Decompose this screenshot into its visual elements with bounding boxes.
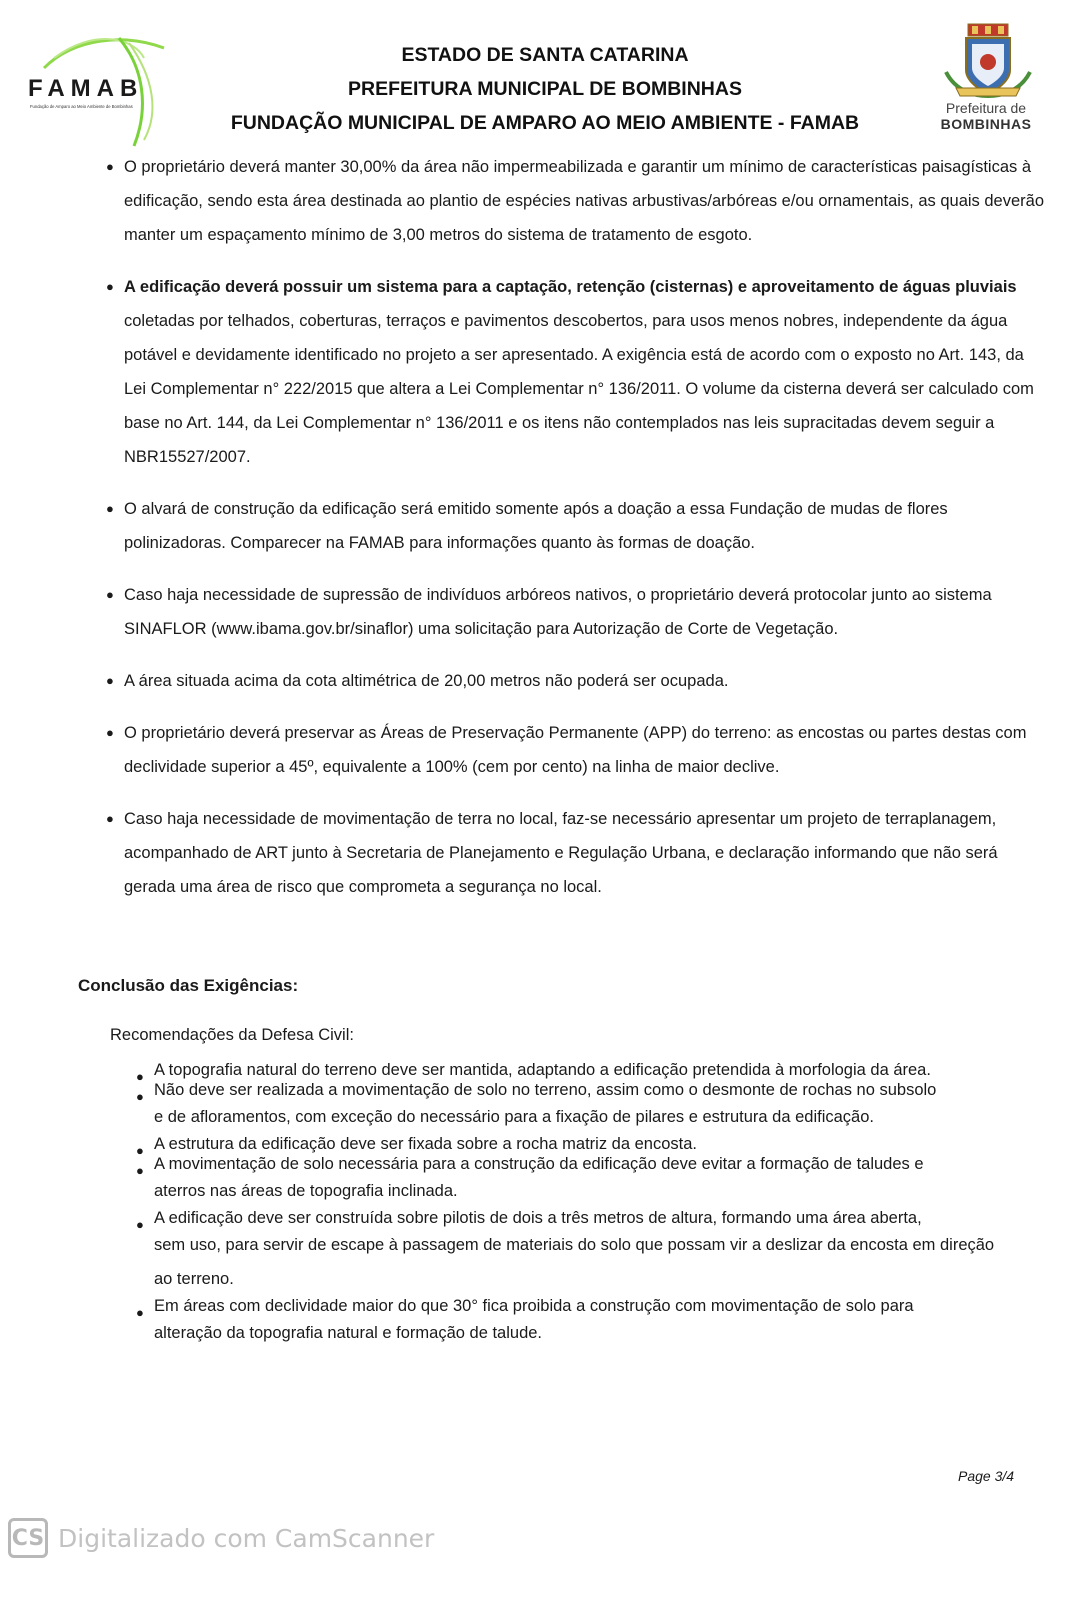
requirement-item [106,492,1046,560]
camscanner-watermark [8,1516,434,1560]
defesa-item [136,1080,1016,1134]
requirement-item [106,664,1046,698]
famab-logo [24,28,174,150]
requirement-text: A área situada acima da cota altimétrica de 20,00 metros não poderá ser ocupada. [124,672,729,690]
defesa-item-first: ● Em áreas com declividade maior do que 30° fica proibida a construção com movimentação de solo para [154,1297,914,1315]
defesa-item-rest: sem uso, para servir de escape à passagem de materiais do solo que possam vir a deslizar da encosta em direção ao terreno. [154,1236,995,1288]
requirement-text: Caso haja necessidade de movimentação de terra no local, faz-se necessário apresentar um projeto de terraplanagem, acompanhado de ART junto à Secretaria de Planejamento e Regulação Urbana, e declaração informando que não será gerada uma área de risco que comprometa a segurança no local. [124,810,998,896]
famab-logo-subtitle: Fundação de Amparo ao Meio Ambiente de Bombinhas [30,104,133,109]
requirement-text: O proprietário deverá manter 30,00% da área não impermeabilizada e garantir um mínimo de características paisagísticas à edificação, sendo esta área destinada ao plantio de espécies nativas arbustivas/arbóreas e/ou ornamentais, as quais deverão manter um espaçamento mínimo de 3,00 metros do sistema de tratamento de esgoto. [124,158,1045,244]
requirements-list [106,150,1046,922]
defesa-item [136,1060,1016,1080]
requirement-item [106,270,1046,474]
defesa-item-first: ● A estrutura da edificação deve ser fixada sobre a rocha matriz da encosta. [154,1135,697,1153]
defesa-item [136,1134,1016,1154]
famab-logo-text: FAMAB [28,75,144,102]
defesa-item [136,1296,1016,1350]
crest-caption [922,100,1050,132]
defesa-item-rest: e de afloramentos, com exceção do necessário para a fixação de pilares e estrutura da edificação. [154,1108,874,1126]
header-prefeitura: PREFEITURA MUNICIPAL DE BOMBINHAS [348,78,742,100]
header-state: ESTADO DE SANTA CATARINA [401,44,689,66]
requirement-item [106,578,1046,646]
defesa-item-first: ● A topografia natural do terreno deve ser mantida, adaptando a edificação pretendida à morfologia da área. [154,1061,931,1079]
crest-caption-line2: BOMBINHAS [940,116,1032,132]
defesa-item-first: ● Não deve ser realizada a movimentação de solo no terreno, assim como o desmonte de rochas no subsolo [154,1081,937,1099]
conclusion-title: Conclusão das Exigências: [78,976,299,995]
requirement-text: Caso haja necessidade de supressão de indivíduos arbóreos nativos, o proprietário deverá protocolar junto ao sistema SINAFLOR (www.ibama.gov.br/sinaflor) uma solicitação para Autorização de Corte de Vegetação. [124,586,992,638]
requirement-item [106,150,1046,252]
requirement-item [106,716,1046,784]
requirement-text: coletadas por telhados, coberturas, terraços e pavimentos descobertos, para usos menos nobres, independente da água potável e devidamente identificado no projeto a ser apresentado. A exigência está de acordo com o exposto no Art. 143, da Lei Complementar n° 222/2015 que altera a Lei Complementar n° 136/2011. O volume da cisterna deverá ser calculado com base no Art. 144, da Lei Complementar n° 136/2011 e os itens não contemplados nas leis supracitadas devem seguir a NBR15527/2007. [124,312,1034,466]
requirement-text: O alvará de construção da edificação será emitido somente após a doação a essa Fundação de mudas de flores polinizadoras. Comparecer na FAMAB para informações quanto às formas de doação. [124,500,948,552]
camscanner-logo-icon: CS [8,1518,48,1558]
defesa-item-first: ● A movimentação de solo necessária para a construção da edificação deve evitar a formação de taludes e [154,1155,924,1173]
crest-caption-line1: Prefeitura de [945,100,1027,116]
header-fundacao: FUNDAÇÃO MUNICIPAL DE AMPARO AO MEIO AMBIENTE - FAMAB [230,112,860,134]
defesa-item [136,1208,1016,1296]
defesa-item [136,1154,1016,1208]
defesa-civil-list [136,1060,1016,1350]
camscanner-text: Digitalizado com CamScanner [58,1523,435,1553]
requirement-bold: A edificação deverá possuir um sistema para a captação, retenção (cisternas) e aproveitamento de águas pluviais [124,278,1017,296]
defesa-item-first: ● A edificação deve ser construída sobre pilotis de dois a três metros de altura, formando uma área aberta, [154,1209,922,1227]
requirement-item [106,802,1046,904]
defesa-item-rest: alteração da topografia natural e formação de talude. [154,1324,543,1342]
page-number: Page 3/4 [958,1468,1015,1484]
requirement-text: O proprietário deverá preservar as Áreas de Preservação Permanente (APP) do terreno: as encostas ou partes destas com declividade superior a 45º, equivalente a 100% (cem por cento) na linha de maior declive. [124,724,1027,776]
defesa-item-rest: aterros nas áreas de topografia inclinada. [154,1182,458,1200]
defesa-civil-title: Recomendações da Defesa Civil: [110,1026,354,1044]
